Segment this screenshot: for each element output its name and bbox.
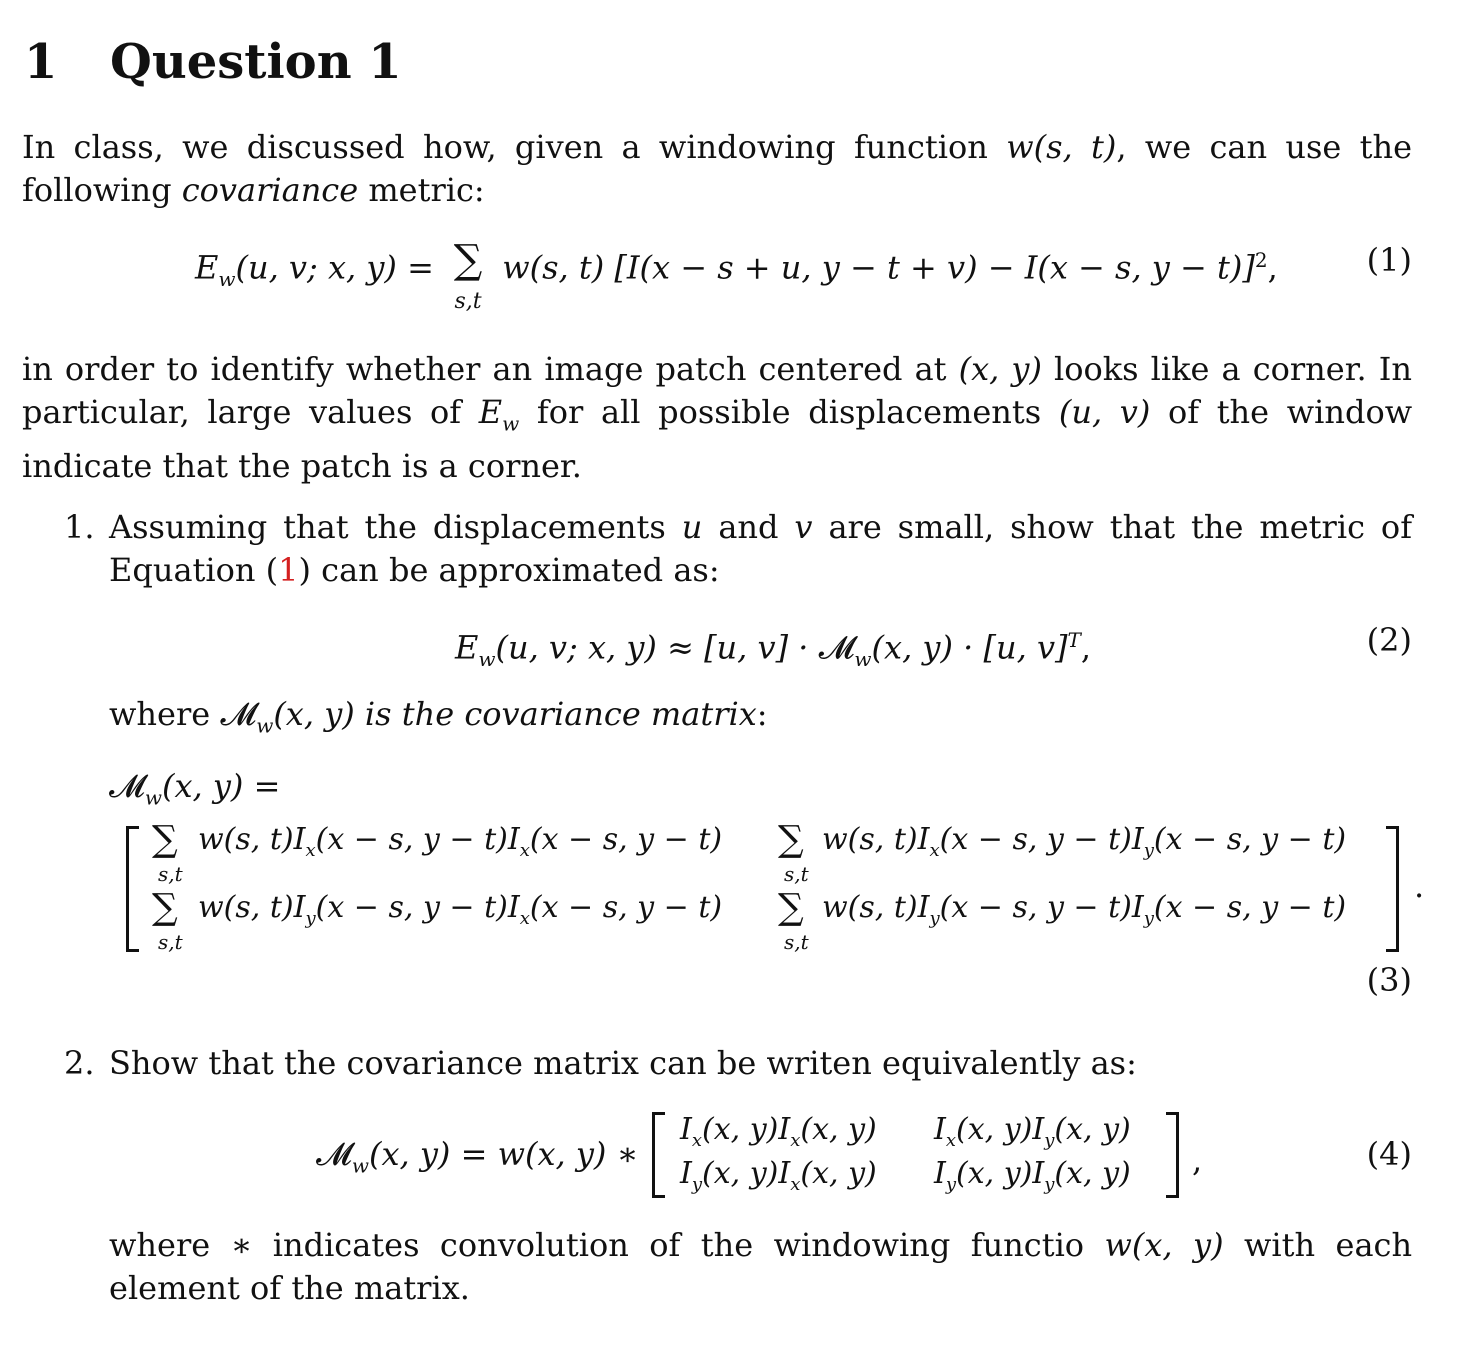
item-text: and (718, 508, 779, 546)
math-sub-w: w (854, 647, 872, 672)
cell-text: (x, y) (800, 1112, 877, 1147)
math-args: (u, v; x, y) ≈ [u, v] · (495, 628, 819, 667)
math-args: (x, y) = w(x, y) ∗ (368, 1135, 639, 1173)
math-v: v (794, 508, 813, 546)
emphasis-covariance-matrix: covariance matrix (464, 695, 757, 733)
cell-text: (x − s, y − t)I (939, 890, 1144, 925)
para-text: in order to identify whether an image patch centered at (22, 350, 947, 388)
sub-x: x (519, 908, 530, 929)
item-text: Show that the covariance matrix can be writen equivalently as: (109, 1044, 1137, 1082)
math-E: E (455, 628, 479, 667)
math-trail: . (1414, 867, 1425, 905)
matrix-right-bracket (1166, 1112, 1179, 1198)
equation-number-4: (4) (1366, 1135, 1412, 1173)
matrix-cell-r2c2 (934, 1156, 1131, 1203)
sigma-symbol: ∑ (778, 819, 804, 860)
sum-subscript: s,t (784, 862, 809, 886)
sum-subscript: s,t (454, 289, 482, 314)
cell-text: I (680, 1112, 692, 1147)
sub-x: x (790, 1174, 801, 1195)
sub-y: y (691, 1174, 703, 1195)
math-power: 2 (1254, 248, 1268, 272)
list-item-body (109, 1042, 1412, 1085)
math-args: (u, v; x, y) = (235, 248, 434, 287)
math-window-function: w(x, y) (1104, 1226, 1224, 1264)
cell-text: (x, y) (1054, 1156, 1131, 1191)
math-uv: (u, v) (1058, 393, 1151, 431)
sub-x: x (519, 840, 530, 861)
cell-text: w(s, t)I (822, 822, 930, 857)
intro-text: metric: (368, 171, 485, 209)
math-trail: , (1080, 628, 1092, 667)
math-M: 𝓜 (818, 628, 855, 667)
cell-text: (x, y)I (956, 1112, 1045, 1147)
list-marker: 2. (64, 1044, 95, 1082)
math-sub-w: w (502, 411, 520, 436)
sub-x: x (790, 1130, 801, 1151)
math-trail: , (1267, 248, 1278, 287)
matrix-left-bracket (126, 826, 139, 952)
cell-text: (x − s, y − t) (529, 890, 723, 925)
sum-subscript: s,t (784, 930, 809, 954)
math-E: E (195, 248, 219, 287)
cell-text: (x, y) (1054, 1112, 1131, 1147)
equation-4-lhs (316, 1134, 638, 1185)
item-text: are small, show that the metric of Equation (109, 508, 1413, 589)
equation-number-3: (3) (1366, 961, 1412, 999)
cell-text: (x − s, y − t) (529, 822, 723, 857)
matrix-cell-r1c2 (822, 822, 1346, 869)
math-M: 𝓜 (220, 695, 257, 733)
sub-x: x (305, 840, 316, 861)
para-text: where ∗ indicates convolution of the windowing functio (109, 1226, 1085, 1264)
list-item-2 (64, 1042, 1412, 1085)
cell-text: w(s, t)I (822, 890, 930, 925)
cell-text: (x, y)I (956, 1156, 1045, 1191)
intro-paragraph (22, 126, 1412, 212)
corner-paragraph (22, 348, 1412, 488)
section-heading (24, 32, 402, 92)
math-window-function: w(s, t) (1006, 128, 1117, 166)
math-M: 𝓜 (109, 767, 145, 805)
item-text: : (756, 695, 768, 733)
matrix-cell-r1c1 (198, 822, 722, 869)
sum-operator (444, 237, 492, 314)
emphasis-covariance: covariance (181, 171, 359, 209)
sub-y: y (945, 1174, 957, 1195)
cell-text: I (934, 1112, 946, 1147)
sub-y: y (1143, 840, 1154, 861)
para-text: looks like a corner. In particular, large values of (22, 350, 1413, 431)
cell-text: (x − s, y − t) (1153, 890, 1347, 925)
cell-text: (x, y)I (702, 1156, 791, 1191)
matrix-cell-r1c2 (934, 1112, 1131, 1159)
cell-text: (x − s, y − t)I (939, 822, 1144, 857)
equation-number-1: (1) (1366, 241, 1412, 279)
math-transpose: T (1067, 628, 1081, 652)
para-text: for all possible displacements (536, 393, 1042, 431)
sigma-symbol: ∑ (152, 819, 178, 860)
matrix-cell-r2c2 (822, 890, 1346, 937)
cell-text: (x − s, y − t) (1153, 822, 1347, 857)
matrix-cell-r2c1 (680, 1156, 877, 1203)
sub-y: y (305, 908, 316, 929)
sum-subscript: s,t (158, 862, 183, 886)
item-text: can be approximated as: (321, 551, 720, 589)
cell-text: I (934, 1156, 946, 1191)
math-sub-w: w (218, 267, 236, 292)
sub-x: x (691, 1130, 703, 1151)
math-args: (x, y) = (161, 767, 281, 805)
math-args: (x, y) is the (273, 695, 455, 733)
math-E: E (478, 393, 503, 431)
list-item-1 (64, 506, 1412, 592)
covariance-matrix-definition-line (109, 694, 768, 745)
sub-x: x (929, 840, 940, 861)
sum-subscript: s,t (158, 930, 183, 954)
sigma-symbol: ∑ (453, 237, 483, 283)
math-trail: , (1192, 1141, 1203, 1179)
math-sub-w: w (478, 647, 496, 672)
cell-text: (x, y) (800, 1156, 877, 1191)
intro-text: , we can use the following (22, 128, 1413, 209)
section-title: Question 1 (110, 34, 402, 90)
para-text: with each element of the matrix. (109, 1226, 1413, 1307)
convolution-explanation (109, 1224, 1412, 1310)
matrix-left-bracket (652, 1112, 665, 1198)
sub-y: y (1044, 1174, 1055, 1195)
matrix-right-bracket (1386, 826, 1399, 952)
math-sub-w: w (144, 785, 162, 810)
list-item-body: Assuming that the displacements u and v are small, show that the metric of Equation (1) can be approximated as: (109, 508, 1413, 589)
cell-text: I (680, 1156, 692, 1191)
sigma-symbol: ∑ (778, 887, 804, 928)
equation-2 (455, 620, 1091, 679)
item-text: Assuming that the displacements (109, 508, 666, 546)
math-M: 𝓜 (316, 1135, 352, 1173)
cell-text: (x − s, y − t)I (315, 822, 520, 857)
matrix-cell-r1c1 (680, 1112, 877, 1159)
math-u: u (681, 508, 703, 546)
sigma-symbol: ∑ (152, 887, 178, 928)
equation-1 (195, 237, 1278, 314)
list-marker: 1. (64, 508, 95, 546)
sub-y: y (1044, 1130, 1055, 1151)
sub-y: y (929, 908, 940, 929)
math-rest: (x, y) · [u, v] (871, 628, 1068, 667)
math-rhs: w(s, t) [I(x − s + u, y − t + v) − I(x − s, y − t)] (502, 248, 1255, 287)
cell-text: (x − s, y − t)I (315, 890, 520, 925)
equation-number-2: (2) (1366, 621, 1412, 659)
matrix-cell-r2c1 (198, 890, 722, 937)
equation-3-lhs (109, 766, 280, 817)
equation-reference-link[interactable]: 1 (278, 551, 299, 589)
para-text: of the window indicate that the patch is a corner. (22, 393, 1413, 486)
intro-text: In class, we discussed how, given a windowing function (22, 128, 988, 166)
sub-y: y (1143, 908, 1154, 929)
cell-text: (x, y)I (702, 1112, 791, 1147)
math-sub-w: w (256, 713, 274, 738)
cell-text: w(s, t)I (198, 822, 306, 857)
cell-text: w(s, t)I (198, 890, 306, 925)
sub-x: x (945, 1130, 957, 1151)
item-text: where (109, 695, 211, 733)
math-xy: (x, y) (958, 350, 1042, 388)
section-number: 1 (24, 34, 58, 90)
math-sub-w: w (351, 1153, 369, 1178)
